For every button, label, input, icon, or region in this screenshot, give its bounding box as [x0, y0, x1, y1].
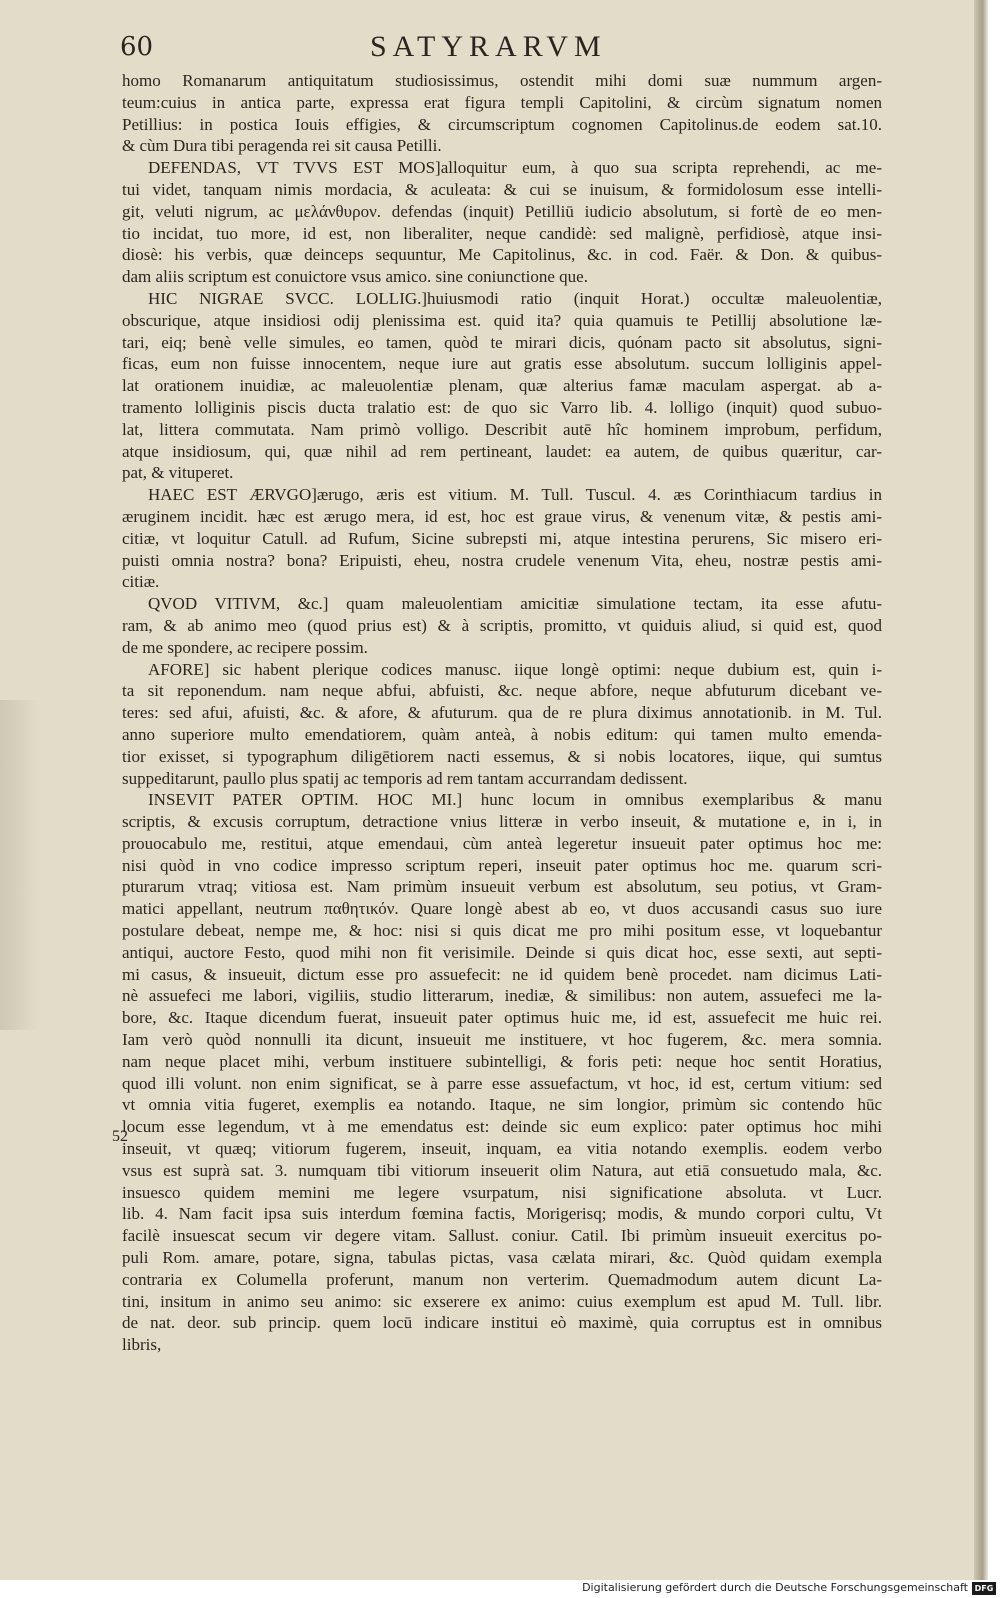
text-line: nam neque placet mihi, verbum instituere subintelligi, & foris peti: neque hoc sentit Horatius, — [122, 1051, 882, 1071]
text-line: nè assuefeci me labori, vigiliis, studio litterarum, inediæ, & similibus: non autem, assuefeci me la- — [122, 986, 882, 1006]
text-line: scriptis, & excusis corruptum, detractione vnius litteræ in verbo inseuit, & mutatione e, in i, in — [122, 812, 882, 832]
text-line: anno superiore multo emendatiorem, quàm anteà, à nobis editum: qui tamen multo emenda- — [122, 724, 882, 744]
text-line: tari, eiq; benè velle simules, eo tamen, quòd te mirari dicis, quónam pacto sit absolutus, signi- — [122, 332, 882, 352]
text-line: tramento lolliginis piscis ducta tralatio est: de quo sic Varro lib. 4. lolligo (inquit) quod subuo- — [122, 397, 882, 417]
text-line: AFORE] sic habent plerique codices manusc. iique longè optimi: neque dubium est, quin i- — [148, 659, 882, 679]
text-line: vt omnia vitia fugeret, exemplis ea notando. Itaque, ne sim longior, primùm sic contendo hūc — [122, 1095, 882, 1115]
text-line: git, veluti nigrum, ac μελάνθυρον. defendas (inquit) Petilliū iudicio absolutum, si fortè de eo men- — [122, 201, 882, 221]
text-line: atque insidiosum, qui, quæ nihil ad rem pertineant, laudet: ea autem, de quibus quæritur, car- — [122, 441, 882, 461]
running-head: SATYRARVM — [370, 30, 607, 63]
text-line: QVOD VITIVM, &c.] quam maleuolentiam amicitiæ simulatione tectam, ita esse afutu- — [148, 594, 882, 614]
text-line: nisi quòd in vno codice impresso scriptum reperi, inseuit pater optimus hoc me. quarum scri- — [122, 855, 882, 875]
text-line: puli Rom. amare, potare, signa, tabulas pictas, vasa cælata mirari, &c. Quòd quidam exempla — [122, 1248, 882, 1268]
text-line: tio incidat, tuo more, id est, non liberaliter, neque candidè: sed malignè, perfidiosè, atque insi- — [122, 223, 882, 243]
page-shadow — [0, 700, 40, 1030]
text-line: postulare debeat, nempe me, & hoc: nisi si quis dicat me pro mihi positum esse, vt loquebantur — [122, 921, 882, 941]
text-line: æruginem incidit. hæc est ærugo mera, id est, hoc est graue virus, & venenum vitæ, & pestis ami- — [122, 506, 882, 526]
page-edge — [974, 0, 988, 1580]
text-line: ta sit reponendum. nam neque abfui, abfuisti, &c. neque abfore, neque abfuturum dicebant ve- — [122, 681, 882, 701]
text-line: antiqui, auctore Festo, quod mihi non fit verisimile. Deinde si quis dicat hoc, esse sexti, aut septi- — [122, 942, 882, 962]
text-line: teum:cuius in antica parte, expressa erat figura templi Capitolini, & circùm signatum nomen — [122, 92, 882, 112]
text-line: contraria ex Columella proferunt, manum non verterim. Quemadmodum autem dicunt La- — [122, 1269, 882, 1289]
body-text — [122, 70, 882, 1356]
text-line: & cùm Dura tibi peragenda rei sit causa Petilli. — [122, 136, 442, 156]
text-line: Iam verò quòd nonnulli ita dicunt, insueuit me instituere, vt hoc fugerem, &c. mera somnia. — [122, 1030, 882, 1050]
text-line: prouocabulo me, restitui, atque emendaui, cùm anteà legeretur insueuit pater optimus hoc me: — [122, 833, 882, 853]
margin-note: 52 — [112, 1128, 128, 1145]
text-line: bore, &c. Itaque dicendum fuerat, insueuit pater optimus huic me, id est, assuefecit me huic rei. — [122, 1008, 882, 1028]
page-number: 60 — [120, 32, 154, 62]
text-line: INSEVIT PATER OPTIM. HOC MI.] hunc locum in omnibus exemplaribus & manu — [148, 790, 882, 810]
page-header — [110, 30, 890, 64]
text-line: inseuit, vt quæq; vitiorum fugerem, inseuit, inquam, ea vitia notando exemplis. eodem verbo — [122, 1139, 882, 1159]
text-line: vsus est suprà sat. 3. numquam tibi vitiorum inseuerit olim Natura, aut etiā consuetudo mala, &c. — [122, 1160, 882, 1180]
text-line: pat, & vituperet. — [122, 463, 234, 483]
text-line: locum esse legendum, vt à me emendatus est: deinde sic eum explico: pater optimus hoc mihi — [122, 1117, 882, 1137]
text-line: puisti omnia nostra? bona? Eripuisti, eheu, nostra crudele venenum Vita, eheu, nostræ pestis ami- — [122, 550, 882, 570]
text-line: homo Romanarum antiquitatum studiosissimus, ostendit mihi domi suæ nummum argen- — [122, 71, 882, 90]
text-line: Petillius: in postica Iouis effigies, & circumscriptum cognomen Capitolinus.de eodem sat.10. — [122, 114, 882, 134]
footer-credit: Digitalisierung gefördert durch die Deutsche Forschungsgemeinschaft — [582, 1581, 968, 1594]
text-line: citiæ. — [122, 572, 160, 592]
text-line: dam aliis scriptum est conuictore vsus amico. sine coniunctione que. — [122, 267, 588, 287]
text-line: diosè: his verbis, quæ deinceps sequuntur, Me Capitolinus, &c. in cod. Faër. & Don. & quibus- — [122, 245, 882, 265]
text-line: mi casus, & insueuit, dictum esse pro assuefecit: ne id quidem benè procedet. nam dicimus Lati- — [122, 964, 882, 984]
text-line: lib. 4. Nam facit ipsa suis interdum fœmina factis, Morigerisq; modis, & mundo corpori cultu, Vt — [122, 1204, 882, 1224]
text-line: matici appellant, neutrum παθητικόν. Quare longè abest ab eo, vt duos accusandi casus suo iure — [122, 899, 882, 919]
text-line: lat orationem inuidiæ, ac maleuolentiæ plenam, quæ alterius famæ maculam aspergat. ab a- — [122, 376, 882, 396]
text-line: HIC NIGRAE SVCC. LOLLIG.]huiusmodi ratio (inquit Horat.) occultæ maleuolentiæ, — [148, 288, 882, 308]
dfg-logo: DFG — [972, 1582, 996, 1595]
text-line: tior exisset, si typographum diligētiorem nacti essemus, & si nobis locatores, iique, qui sumtus — [122, 746, 882, 766]
text-line: lat, littera commutata. Nam primò volligo. Describit autē hîc hominem improbum, perfidum, — [122, 419, 882, 439]
text-line: de me spondere, ac recipere possim. — [122, 637, 368, 657]
text-line: de nat. deor. sub princip. quem locū indicare institui eò maximè, quia corruptus est in omnibus — [122, 1313, 882, 1333]
text-line: libris, — [122, 1335, 162, 1355]
text-line: DEFENDAS, VT TVVS EST MOS]alloquitur eum, à quo sua scripta reprehendi, ac me- — [148, 158, 882, 178]
text-line: pturarum vtraq; vitiosa est. Nam primùm insueuit verbum est absolutum, seu potius, vt Gram- — [122, 877, 882, 897]
footer — [0, 1580, 1000, 1598]
text-line: obscurique, atque insidiosi odij plenissima est. quid ita? quia quamuis te Petillij absolutione læ- — [122, 310, 882, 330]
text-line: tini, insitum in animo seu animo: sic exserere ex animo: cuius exemplum est apud M. Tull. libr. — [122, 1291, 882, 1311]
text-line: citiæ, vt loquitur Catull. ad Rufum, Sicine subrepsti mi, atque intestina perurens, Sic misero eri- — [122, 528, 882, 548]
text-line: teres: sed afui, afuisti, &c. & afore, & afuturum. qua de re plura diximus annotationib. in M. Tul. — [122, 703, 882, 723]
text-line: suppeditarunt, paullo plus spatij ac temporis ad rem tantam accurrandam dedissent. — [122, 768, 688, 788]
text-line: HAEC EST ÆRVGO]ærugo, æris est vitium. M. Tull. Tuscul. 4. æs Corinthiacum tardius in — [148, 485, 882, 505]
text-line: ficas, eum non fuisse innocentem, neque iure aut gratis esse absolutum. succum lolliginis appel- — [122, 354, 882, 374]
text-line: ram, & ab animo meo (quod prius est) & à scriptis, promitto, vt quiduis aliud, si quid est, quod — [122, 615, 882, 635]
text-line: insuesco quidem memini me legere vsurpatum, nisi significatione absoluta. vt Lucr. — [122, 1182, 882, 1202]
text-line: facilè insuescat secum vir degere vitam. Sallust. coniur. Catil. Ibi primùm insueuit exercitus po- — [122, 1226, 882, 1246]
text-line: tui videt, tanquam nimis mordacia, & aculeata: & cui se inuisum, & formidolosum esse intelli- — [122, 179, 882, 199]
text-line: quod illi volunt. non enim significat, se à parre esse assuefactum, vt hoc, id est, certum vitium: sed — [122, 1073, 882, 1093]
